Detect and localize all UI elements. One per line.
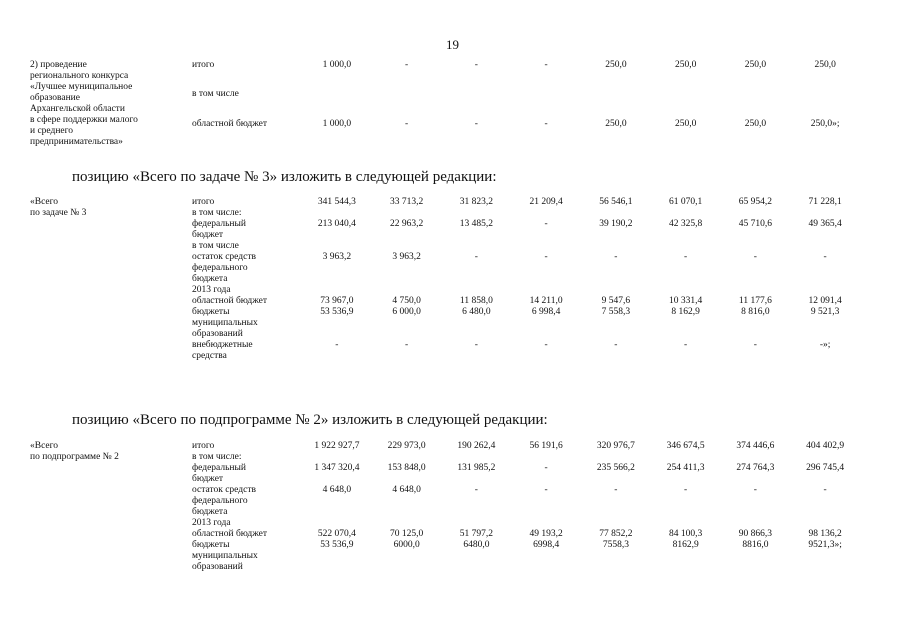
value-cell: 3 963,2 [322,252,352,262]
value-cell [302,208,372,219]
funding-source-label: итого [192,60,215,70]
value-cell: - [544,60,548,70]
value-cell [442,241,512,252]
value-cell [511,452,581,463]
value-cell: - [614,485,618,495]
value-cell: 296 745,4 [806,463,845,473]
value-cell: 250,0 [744,60,767,70]
value-cell: 56 546,1 [599,197,633,207]
value-cell: 3 963,2 [392,252,421,262]
value-cell: 4 648,0 [322,485,352,495]
value-cell [372,241,442,252]
value-cell: 51 797,2 [459,529,493,539]
value-cell [511,241,581,252]
row-description: «Всего по задаче № 3 [30,197,87,218]
value-cell: 250,0 [814,60,836,70]
value-cell: 53 536,9 [320,540,354,550]
value-cell: 254 411,3 [666,463,705,473]
value-cell: - [823,485,827,495]
value-cell: 45 710,6 [738,219,772,229]
value-cell: 6 998,4 [531,307,561,317]
funding-source-label: в том числе [192,89,239,100]
value-cell: -»; [819,340,831,350]
value-cell: 10 331,4 [669,296,703,306]
value-cell: 11 177,6 [738,296,772,306]
value-cell: 22 963,2 [390,219,424,229]
funding-source-label: остаток средств федерального бюджета 2013 года [192,252,256,295]
funding-source-label: федеральный бюджет [192,463,246,484]
value-cell: 6 000,0 [392,307,421,317]
value-cell [581,241,651,252]
value-cell: - [684,340,688,350]
value-cell: 190 262,4 [457,441,496,451]
value-cell: 4 750,0 [392,296,421,306]
value-cell [581,208,651,219]
value-cell: 320 976,7 [596,441,635,451]
value-cell: - [614,252,618,262]
value-cell: - [474,60,478,70]
value-cell: - [544,118,548,129]
value-cell: 49 193,2 [529,529,563,539]
value-cell: 6998,4 [533,540,560,550]
value-cell [651,208,721,219]
value-cell: 4 648,0 [392,485,421,495]
value-cell: 90 866,3 [738,529,772,539]
value-cell [721,241,791,252]
value-cell [721,208,791,219]
page-number: 19 [446,37,459,52]
value-cell: 14 211,0 [529,296,563,306]
value-cell: - [544,340,548,350]
value-cell: 77 852,2 [599,529,633,539]
value-cell: 73 967,0 [320,296,354,306]
value-cell [651,89,721,118]
value-cell: 250,0 [605,60,627,70]
value-cell: 1 000,0 [322,60,352,70]
funding-source-label: областной бюджет [192,296,268,306]
value-cell: 31 823,2 [459,197,493,207]
value-cell [442,89,512,118]
value-cell [790,241,860,252]
value-cell: 65 954,2 [738,197,772,207]
value-cell: - [544,463,548,473]
value-cell: - [753,340,757,350]
value-cell [511,89,581,118]
value-cell: 7 558,3 [601,307,631,317]
value-cell: - [474,485,478,495]
value-cell: - [544,485,548,495]
value-cell: - [474,118,478,129]
value-cell: 153 848,0 [387,463,426,473]
value-cell: - [474,340,478,350]
value-cell [442,208,512,219]
value-cell [581,89,651,118]
value-cell: 9 547,6 [601,296,631,306]
value-cell: 12 091,4 [808,296,842,306]
value-cell: 8162,9 [672,540,699,550]
row-description: 2) проведение регионального конкурса «Лучшее муниципальное образование Архангельской области в сфере поддержки малого и среднего предпринимательства» [30,60,138,147]
value-cell [442,452,512,463]
value-cell: - [405,118,409,129]
value-cell [372,89,442,118]
value-cell [302,452,372,463]
value-cell: 131 985,2 [457,463,496,473]
value-cell: 98 136,2 [808,529,842,539]
value-cell: - [405,60,409,70]
value-cell: 21 209,4 [529,197,563,207]
value-cell: - [614,340,618,350]
value-cell: 341 544,3 [317,197,356,207]
value-cell: 6 480,0 [462,307,491,317]
value-cell: 11 858,0 [459,296,493,306]
value-cell [790,452,860,463]
value-cell: 1 347 320,4 [314,463,360,473]
funding-source-label: остаток средств федерального бюджета 2013 года [192,485,256,528]
value-cell: 49 365,4 [808,219,842,229]
value-cell [372,208,442,219]
value-cell: 13 485,2 [459,219,493,229]
row-description: «Всего по подпрограмме № 2 [30,441,119,462]
value-cell: 1 000,0 [322,118,352,129]
value-cell: 70 125,0 [390,529,424,539]
value-cell: 53 536,9 [320,307,354,317]
table-row [30,441,860,452]
funding-source-label: федеральный бюджет [192,219,246,240]
value-cell: 404 402,9 [806,441,845,451]
value-cell: - [335,340,339,350]
value-cell [511,208,581,219]
value-cell: 56 191,6 [529,441,563,451]
value-cell [372,452,442,463]
value-cell: 42 325,8 [669,219,703,229]
funding-source-label: итого [192,441,215,451]
value-cell: - [823,252,827,262]
value-cell: 8816,0 [742,540,769,550]
value-cell: - [753,485,757,495]
value-cell: 250,0 [674,118,697,129]
value-cell: 9521,3»; [808,540,842,550]
value-cell: 250,0 [674,60,697,70]
value-cell: - [753,252,757,262]
value-cell [790,208,860,219]
value-cell: 346 674,5 [666,441,705,451]
value-cell: 213 040,4 [317,219,356,229]
value-cell: 7558,3 [602,540,629,550]
value-cell: - [684,485,688,495]
funding-source-label: бюджеты муниципальных образований [192,307,258,339]
funding-source-label: областной бюджет [192,529,268,539]
funding-source-label: в том числе [192,241,239,251]
value-cell: 39 190,2 [599,219,633,229]
value-cell [302,89,372,118]
funding-source-label: внебюджетные средства [192,340,253,361]
table-block-contest [30,60,860,148]
value-cell: 1 922 927,7 [314,441,360,451]
value-cell: 71 228,1 [808,197,842,207]
value-cell [651,452,721,463]
value-cell [790,89,860,118]
value-cell: 84 100,3 [669,529,703,539]
table-block-subprogram-2 [30,441,860,573]
value-cell [721,452,791,463]
funding-source-label: областной бюджет [192,118,268,129]
value-cell: 374 446,6 [736,441,775,451]
value-cell: 250,0 [605,118,627,129]
value-cell: 522 070,4 [317,529,356,539]
table-row [30,60,860,89]
value-cell [302,241,372,252]
value-cell: 8 816,0 [741,307,770,317]
funding-source-label: бюджеты муниципальных образований [192,540,258,572]
table-block-task-3 [30,197,860,362]
value-cell: 9 521,3 [810,307,840,317]
value-cell [721,89,791,118]
value-cell: 6480,0 [463,540,490,550]
value-cell: - [684,252,688,262]
value-cell [581,452,651,463]
value-cell: - [544,219,548,229]
value-cell: 250,0 [744,118,767,129]
funding-source-label: в том числе: [192,208,242,218]
value-cell: 61 070,1 [669,197,703,207]
funding-source-label: итого [192,197,215,207]
value-cell: 235 566,2 [596,463,635,473]
value-cell: - [474,252,478,262]
value-cell: 229 973,0 [387,441,426,451]
value-cell [651,241,721,252]
value-cell: - [544,252,548,262]
heading-subprogram-2: позицию «Всего по подпрограмме № 2» изложить в следующей редакции: [72,412,548,428]
value-cell: 250,0»; [810,118,840,129]
funding-source-label: в том числе: [192,452,242,462]
value-cell: 33 713,2 [390,197,424,207]
value-cell: 6000,0 [393,540,420,550]
value-cell: 274 764,3 [736,463,775,473]
value-cell: - [405,340,409,350]
value-cell: 8 162,9 [671,307,700,317]
heading-task-3: позицию «Всего по задаче № 3» изложить в следующей редакции: [72,169,497,185]
table-row [30,197,860,208]
